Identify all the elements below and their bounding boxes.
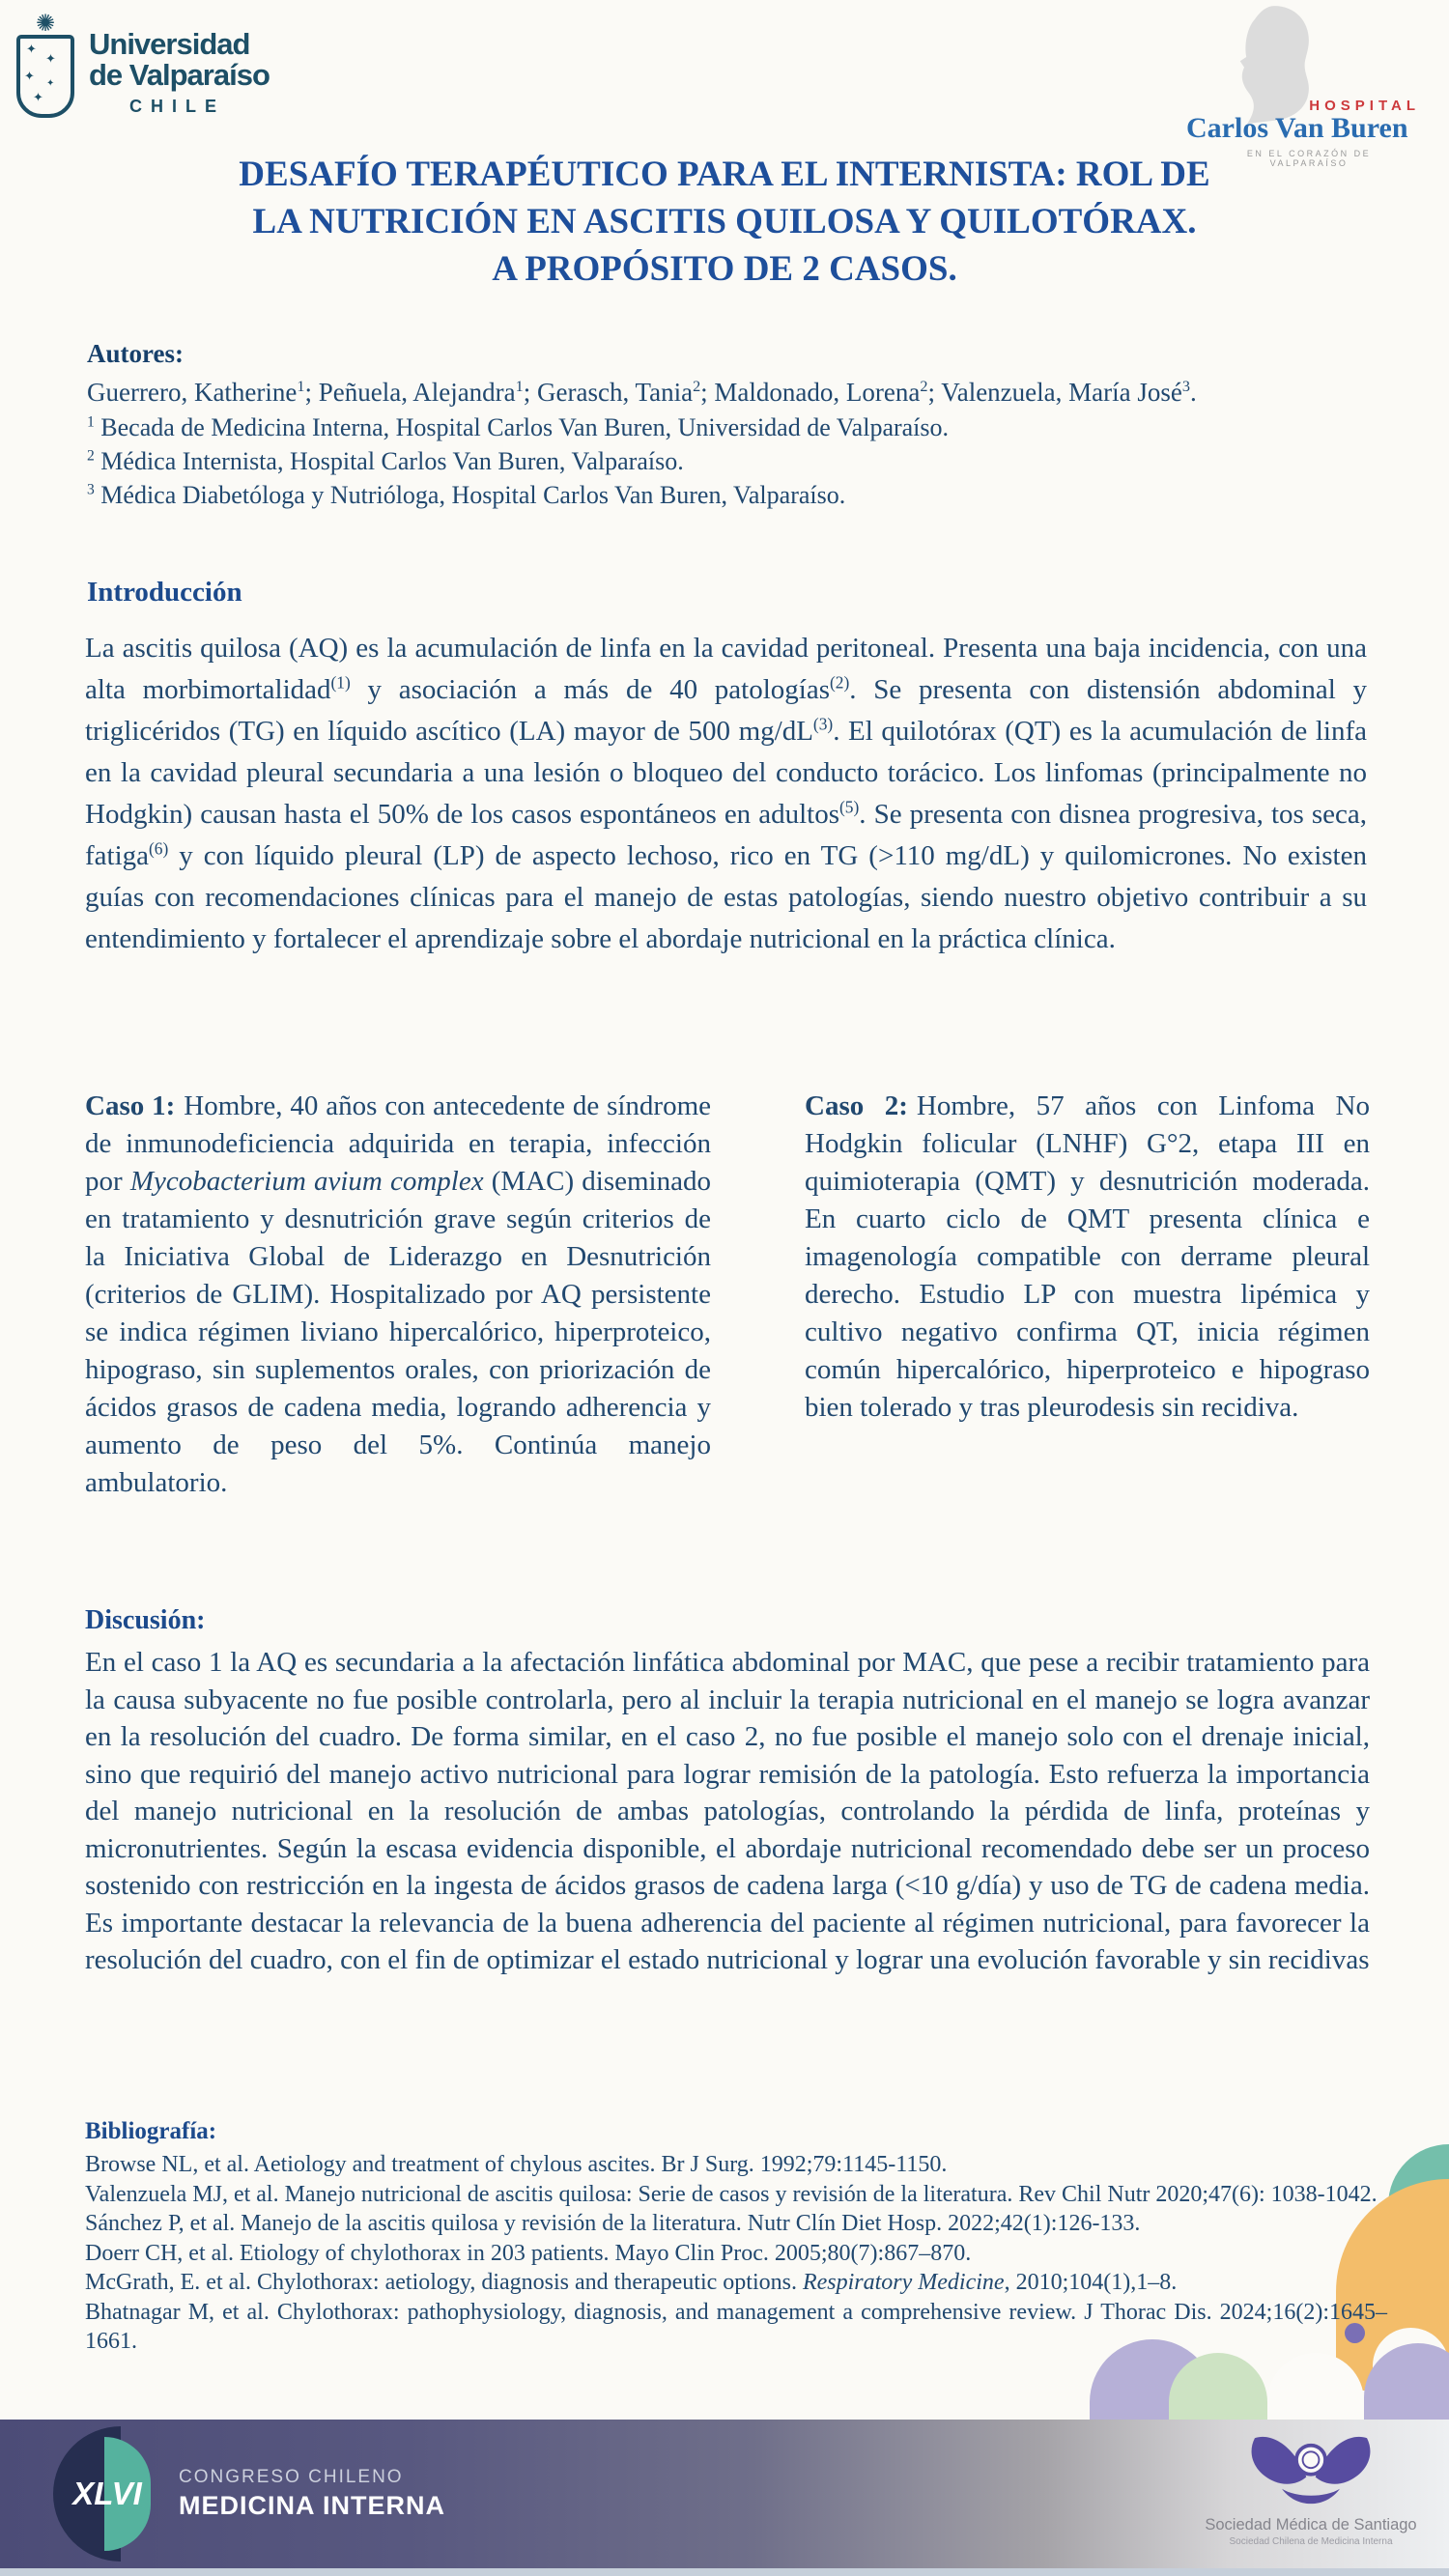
introduction-paragraph: La ascitis quilosa (AQ) es la acumulación de linfa en la cavidad peritoneal. Presenta una baja incidencia, con una alta morbimortalidad$^{(1)}$ y asociación a más de 40 patologías$^{(2)}$. Se presenta con distensión abdominal y triglicéridos (TG) en líquido ascítico (LA) mayor de 500 $mg/dL^{(3)}$. El quilotórax (QT) es la acumulación de linfa en la cavidad pleural secundaria a una lesión o bloqueo del conducto torácico. Los linfomas (principalmente no Hodgkin) causan hasta el 50% de los casos espontáneos en adultos$^{(5)}$. Se presenta con disnea progresiva, tos seca, fatiga$^{(6)}$ y con líquido pleural (LP) de aspecto lechoso, rico en TG (>110 mg/dL) y quilomicrones. No existen guías con recomendaciones clínicas para el manejo de estas patologías, siendo nuestro objetivo contribuir a su entendimiento y fortalecer el aprendizaje sobre el abordaje nutricional en la práctica clínica. [85,633,1368,954]
reference-3: Sánchez P, et al. Manejo de la ascitis quilosa y revisión de la literatura. Nutr Clín Diet Hosp. 2022;42(1):126-133. [85,2211,1141,2236]
congreso-line1: CONGRESO CHILENO [179,2467,404,2487]
case-1-text: Hombre, 40 años con antecedente de síndrome de inmunodeficiencia adquirida en terapia, infección por Mycobacterium avium complex (MAC) diseminado en tratamiento y desnutrición grave según criterios de la Iniciativa Global de Liderazgo en Desnutrición (criterios de GLIM). Hospitalizado por AQ persistente se indica régimen liviano hipercalórico, hiperproteico, hipograso, sin suplementos orales, con priorización de ácidos grasos de cadena media, logrando adherencia y aumento de peso del 5%. Continúa manejo ambulatorio. [85,1090,711,1498]
sociedad-medica-emblem-icon [1238,2427,1383,2513]
introduction-heading: Introducción [87,577,242,608]
uv-logo-line3: CHILE [129,97,225,117]
authors-names: Guerrero, Katherine$^1$; Peñuela, Alejandra$^1$; Gerasch, Tania$^2$; Maldonado, Lorena$^2$; Valenzuela, María José$^3$. [87,378,1197,407]
face-silhouette-icon [1217,4,1323,128]
case-2-paragraph [805,1088,1370,1427]
reference-6: Bhatnagar M, et al. Chylothorax: pathophysiology, diagnosis, and management a comprehensive review. J Thorac Dis. 2024;16(2):1645–1661. [85,2299,1387,2354]
reference-1: Browse NL, et al. Aetiology and treatment of chylous ascites. Br J Surg. 1992;79:1145-1150. [85,2152,948,2177]
affiliation-3: $^3$ Médica Diabetóloga y Nutrióloga, Hospital Carlos Van Buren, Valparaíso. [87,481,846,509]
uv-star-icon: ✦ [24,69,35,83]
sociedad-name: Sociedad Médica de Santiago [1205,2516,1417,2534]
uv-logo-text [89,14,270,118]
uv-burst-icon: ✺ [35,12,56,37]
affiliation-1: $^1$ Becada de Medicina Interna, Hospital Carlos Van Buren, Universidad de Valparaíso. [87,413,950,441]
affiliation-2: $^2$ Médica Internista, Hospital Carlos Van Buren, Valparaíso. [87,447,684,475]
case-1-column [85,1088,711,1502]
congreso-crescents-icon [53,2426,154,2562]
case-1-paragraph [85,1088,711,1502]
uv-star-icon: ✦ [46,78,55,89]
bottom-edge-strip [0,2568,1449,2576]
poster-title-line2: LA NUTRICIÓN EN ASCITIS QUILOSA Y QUILOTÓRAX. [252,202,1197,241]
hospital-logo-tagline: EN EL CORAZÓN DE VALPARAÍSO [1246,149,1372,168]
uv-star-icon: ✦ [26,42,37,56]
case-1-label: Caso 1: [85,1090,176,1121]
poster-title-line3: A PROPÓSITO DE 2 CASOS. [492,249,957,289]
congreso-logo [53,2426,445,2562]
bibliography-heading: Bibliografía: [85,2118,217,2144]
discussion-heading: Discusión: [85,1605,206,1635]
case-2-text: Hombre, 57 años con Linfoma No Hodgkin folicular (LNHF) G°2, etapa III en quimioterapia (QMT) y desnutrición moderada. En cuarto ciclo de QMT presenta clínica e imagenología compatible con derrame pleural derecho. Estudio LP con muestra lipémica y cultivo negativo confirma QT, inicia régimen común hipercalórico, hiperproteico e hipograso bien tolerado y tras pleurodesis sin recidiva. [805,1090,1370,1423]
poster-title [0,151,1449,293]
congreso-text [179,2467,445,2521]
reference-4: Doerr CH, et al. Etiology of chylothorax in 203 patients. Mayo Clin Proc. 2005;80(7):867–870. [85,2240,972,2266]
hospital-logo-word: HOSPITAL [1309,98,1420,114]
discussion-section [85,1605,1370,1979]
uv-star-icon: ✦ [33,90,43,104]
case-2-label: Caso 2: [805,1090,908,1121]
reference-2: Valenzuela MJ, et al. Manejo nutricional de ascitis quilosa: Serie de casos y revisión de la literatura. Rev Chil Nutr 2020;47(6): 1038-1042. [85,2181,1378,2207]
authors-section [87,336,1372,512]
bibliography-section [85,2118,1387,2357]
congress-numeral: XLVI [72,2476,142,2511]
authors-heading: Autores: [87,339,184,368]
cases-section [85,1088,1370,1502]
case-2-column [805,1088,1370,1502]
uv-crest-icon [14,14,77,118]
footer-bar [0,2420,1449,2568]
uv-shield-icon [16,35,74,118]
hospital-carlos-van-buren-logo [1186,4,1422,166]
poster-title-line1: DESAFÍO TERAPÉUTICO PARA EL INTERNISTA: ROL DE [239,155,1210,194]
congreso-line2: MEDICINA INTERNA [179,2491,445,2520]
uv-star-icon: ✦ [45,51,56,66]
sociedad-subtitle: Sociedad Chilena de Medicina Interna [1229,2536,1393,2547]
uv-logo-line2: de Valparaíso [89,58,270,93]
universidad-valparaiso-logo [14,14,270,118]
reference-5: McGrath, E. et al. Chylothorax: aetiology, diagnosis and therapeutic options. Respiratory Medicine, 2010;104(1),1–8. [85,2270,1178,2295]
discussion-paragraph: En el caso 1 la AQ es secundaria a la afectación linfática abdominal por MAC, que pese a recibir tratamiento para la causa subyacente no fue posible controlarla, pero al incluir la terapia nutricional en el manejo se logra avanzar en la resolución del cuadro. De forma similar, en el caso 2, no fue posible el manejo solo con el drenaje inicial, sino que requirió del manejo activo nutricional para lograr remisión de la patología. Esto refuerza la importancia del manejo nutricional en la resolución de ambas patologías, controlando la pérdida de linfa, proteínas y micronutrientes. Según la escasa evidencia disponible, el abordaje nutricional recomendado debe ser un proceso sostenido con restricción en la ingesta de ácidos grasos de cadena larga (<10 g/día) y uso de TG de cadena media. Es importante destacar la relevancia de la buena adherencia del paciente al régimen nutricional, para favorecer la resolución del cuadro, con el fin de optimizar el estado nutricional y lograr una evolución favorable y sin recidivas [85,1647,1370,1975]
uv-logo-line1: Universidad [89,27,250,61]
sociedad-medica-logo [1201,2427,1421,2547]
hospital-logo-name: Carlos Van Buren [1186,112,1408,144]
